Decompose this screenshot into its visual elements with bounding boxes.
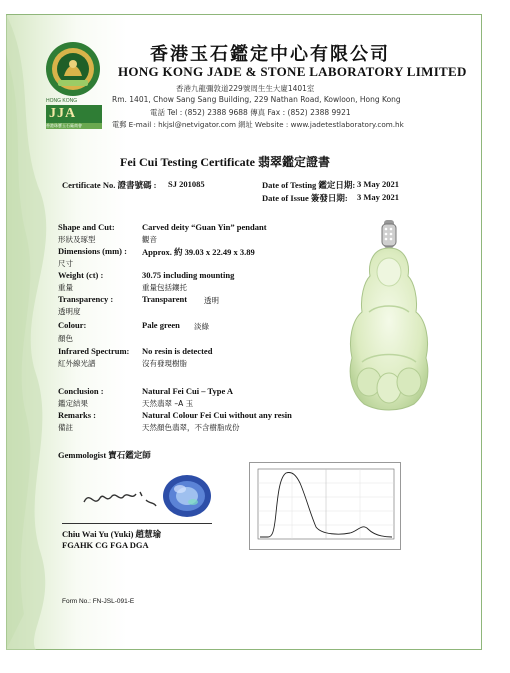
conclusion-label: Conclusion : (58, 386, 104, 396)
conclusion-label-cn: 鑑定結果 (58, 399, 88, 408)
weight-label-cn: 重量 (58, 283, 73, 292)
certificate-no-value: SJ 201085 (168, 179, 205, 189)
dimensions-value: Approx. 約 39.03 x 22.49 x 3.89 (142, 247, 255, 257)
infrared-value-cn: 沒有發現樹脂 (142, 359, 187, 368)
infrared-spectrum-chart (249, 462, 401, 550)
colour-label-cn: 顏色 (58, 334, 73, 343)
certificate-title: Fei Cui Testing Certificate 翡翠鑑定證書 (120, 155, 330, 169)
infrared-value: No resin is detected (142, 346, 213, 356)
date-testing-value: 3 May 2021 (357, 179, 400, 189)
gemmologist-name: Chiu Wai Yu (Yuki) 趙慧瑜 (62, 529, 162, 539)
jade-pendant-photo (324, 212, 454, 446)
transparency-value-cn: 透明 (204, 296, 219, 305)
email-website: 電郵 E-mail : hkjsl@netvigator.com 網址 Website : www.jadetestlaboratory.com.hk (112, 120, 404, 129)
gemmologist-credentials: FGAHK CG FGA DGA (62, 540, 149, 550)
dimensions-label: Dimensions (mm) : (58, 246, 127, 256)
shape-label: Shape and Cut: (58, 222, 115, 232)
date-issue-label: Date of Issue 簽發日期: (262, 193, 348, 203)
date-issue-value: 3 May 2021 (357, 192, 400, 202)
infrared-label-cn: 紅外線光譜 (58, 359, 96, 368)
conclusion-value: Natural Fei Cui – Type A (142, 386, 234, 396)
transparency-label-cn: 透明度 (58, 307, 81, 316)
dimensions-label-cn: 尺寸 (58, 259, 73, 268)
company-name-chinese: 香港玉石鑑定中心有限公司 (150, 44, 390, 65)
transparency-value: Transparent (142, 294, 188, 304)
signature-line (62, 523, 212, 524)
remarks-label-cn: 備註 (58, 423, 73, 432)
form-number: Form No.: FN-JSL-091-E (62, 598, 135, 605)
infrared-label: Infrared Spectrum: (58, 346, 130, 356)
hologram-seal-icon (162, 474, 212, 518)
colour-label: Colour: (58, 320, 87, 330)
transparency-label: Transparency : (58, 294, 114, 304)
jja-logo (46, 98, 102, 132)
address-english: Rm. 1401, Chow Sang Sang Building, 229 Nathan Road, Kowloon, Hong Kong (112, 95, 401, 104)
conclusion-value-cn: 天然翡翠 –A 玉 (142, 399, 194, 408)
weight-label: Weight (ct) : (58, 270, 104, 280)
signature-icon (80, 482, 160, 512)
date-testing-label: Date of Testing 鑑定日期: (262, 180, 356, 190)
jja-logo-bar-text: 香港珠寶玉石廠商會 (46, 123, 102, 129)
shape-value-cn: 觀音 (142, 235, 157, 244)
certificate-no-label: Certificate No. 證書號碼 : (62, 180, 157, 190)
tel-fax: 電話 Tel : (852) 2388 9688 傳真 Fax : (852) 2388 9921 (150, 108, 351, 117)
gemmologist-label: Gemmologist 寶石鑑定師 (58, 450, 151, 460)
weight-value: 30.75 including mounting (142, 270, 235, 280)
colour-value-cn: 淡綠 (194, 322, 209, 331)
remarks-label: Remarks : (58, 410, 97, 420)
remarks-value: Natural Colour Fei Cui without any resin (142, 410, 292, 420)
address-chinese: 香港九龍彌敦道229號周生生大廈1401室 (176, 84, 315, 93)
company-name-english: HONG KONG JADE & STONE LABORATORY LIMITED (118, 64, 467, 79)
shape-value: Carved deity “Guan Yin” pendant (142, 222, 267, 232)
remarks-value-cn: 天然顏色翡翠，不含樹脂成份 (142, 423, 240, 432)
jja-logo-top-text: HONG KONG (46, 98, 78, 104)
jja-logo-letters: JJA (46, 105, 102, 123)
laboratory-logo-icon (44, 40, 102, 98)
shape-label-cn: 形狀及琢型 (58, 235, 96, 244)
colour-value: Pale green (142, 320, 180, 330)
weight-value-cn: 重量包括鑲托 (142, 283, 187, 292)
